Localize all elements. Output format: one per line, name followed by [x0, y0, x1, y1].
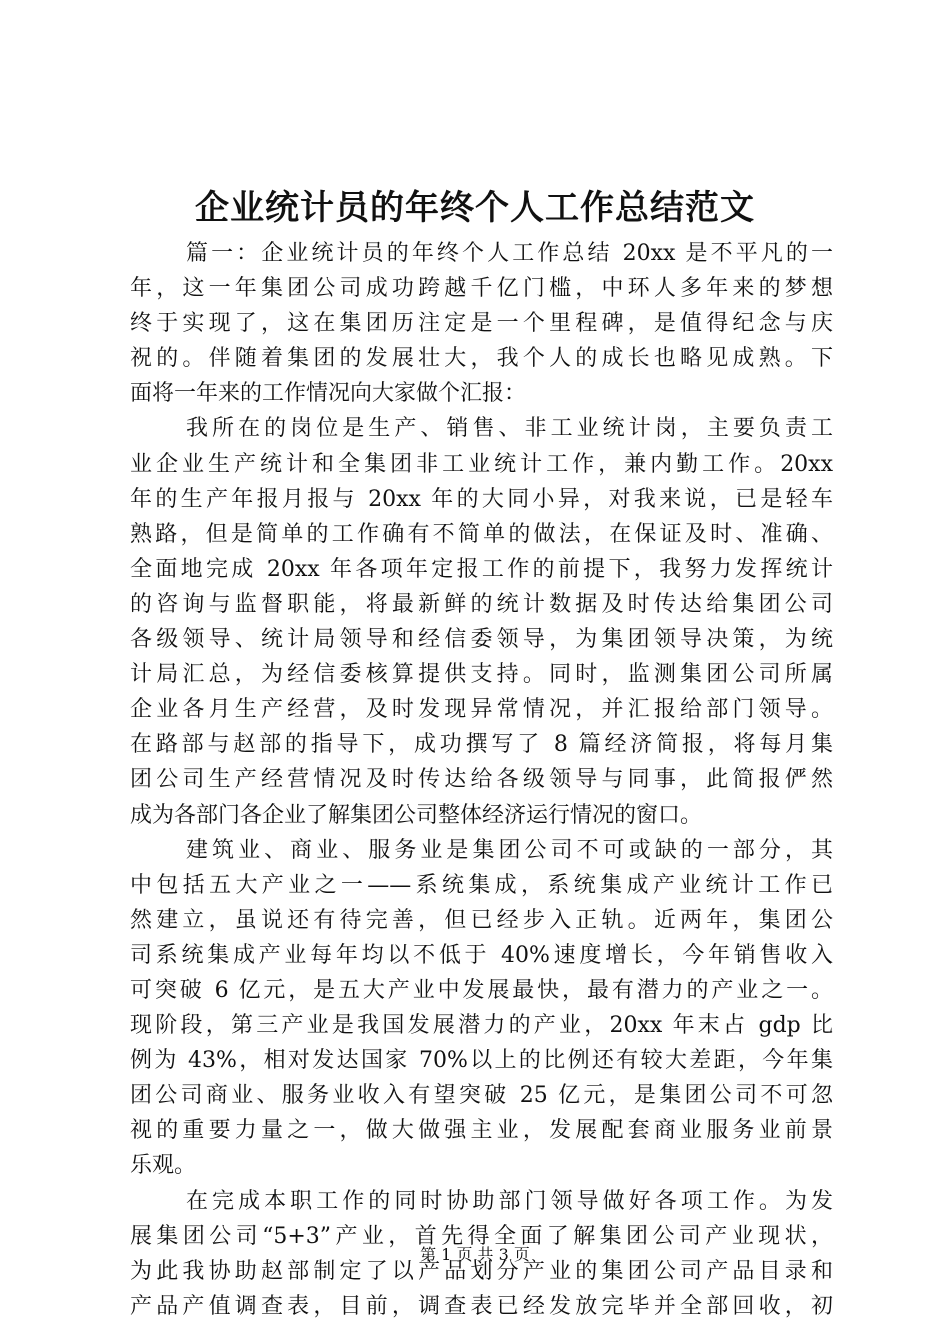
text-line: 团公司商业、服务业收入有望突破 25 亿元，是集团公司不可忽	[130, 1083, 833, 1109]
text-line: 年的生产年报月报与 20xx 年的大同小异，对我来说，已是轻车	[130, 486, 833, 512]
text-line: 终于实现了，这在集团历注定是一个里程碑，是值得纪念与庆	[130, 311, 833, 337]
text-line: 在路部与赵部的指导下，成功撰写了 8 篇经济简报，将每月集	[130, 732, 833, 758]
text-line: 可突破 6 亿元，是五大产业中发展最快，最有潜力的产业之一。	[130, 977, 833, 1003]
text-line: 面将一年来的工作情况向大家做个汇报：	[130, 381, 527, 407]
text-line: 全面地完成 20xx 年各项年定报工作的前提下，我努力发挥统计	[130, 556, 833, 582]
text-line: 熟路，但是简单的工作确有不简单的做法，在保证及时、准确、	[130, 521, 833, 547]
document-body	[130, 236, 833, 1324]
text-line: 然建立，虽说还有待完善，但已经步入正轨。近两年，集团公	[130, 907, 833, 933]
paragraph	[130, 236, 833, 411]
text-line: 各级领导、统计局领导和经信委领导，为集团领导决策，为统	[130, 627, 833, 653]
text-line: 产品产值调查表，目前，调查表已经发放完毕并全部回收，初	[130, 1293, 833, 1319]
text-line: 成为各部门各企业了解集团公司整体经济运行情况的窗口。	[130, 802, 703, 828]
text-line: 的咨询与监督职能，将最新鲜的统计数据及时传达给集团公司	[130, 591, 833, 617]
text-line: 乐观。	[130, 1153, 197, 1179]
text-line: 业企业生产统计和全集团非工业统计工作，兼内勤工作。20xx	[130, 451, 833, 477]
text-line: 展集团公司“5+3”产业，首先得全面了解集团公司产业现状，	[130, 1223, 833, 1249]
document-title: 企业统计员的年终个人工作总结范文	[195, 188, 755, 228]
text-line: 为此我协助赵部制定了以产品划分产业的集团公司产品目录和	[130, 1258, 833, 1284]
text-line: 企业各月生产经营，及时发现异常情况，并汇报给部门领导。	[130, 697, 833, 723]
text-line: 在完成本职工作的同时协助部门领导做好各项工作。为发	[186, 1188, 833, 1214]
text-line: 现阶段，第三产业是我国发展潜力的产业，20xx 年末占 gdp 比	[130, 1013, 833, 1039]
text-line: 视的重要力量之一，做大做强主业，发展配套商业服务业前景	[130, 1118, 833, 1144]
paragraph	[130, 833, 833, 1184]
text-line: 团公司生产经营情况及时传达给各级领导与同事，此简报俨然	[130, 767, 833, 793]
text-line: 计局汇总，为经信委核算提供支持。同时，监测集团公司所属	[130, 662, 833, 688]
text-line: 祝的。伴随着集团的发展壮大，我个人的成长也略见成熟。下	[130, 346, 833, 372]
text-line: 建筑业、商业、服务业是集团公司不可或缺的一部分，其	[186, 837, 833, 863]
text-line: 篇一：企业统计员的年终个人工作总结 20xx 是不平凡的一	[186, 241, 833, 266]
paragraph	[130, 411, 833, 832]
text-line: 我所在的岗位是生产、销售、非工业统计岗，主要负责工	[186, 416, 833, 442]
text-line: 司系统集成产业每年均以不低于 40%速度增长，今年销售收入	[130, 942, 833, 968]
text-line: 例为 43%，相对发达国家 70%以上的比例还有较大差距，今年集	[130, 1048, 833, 1074]
text-line: 中包括五大产业之一——系统集成，系统集成产业统计工作已	[130, 872, 833, 898]
page-footer: 第 1 页 共 3 页	[420, 1245, 530, 1264]
text-line: 年，这一年集团公司成功跨越千亿门槛，中环人多年来的梦想	[130, 276, 833, 302]
